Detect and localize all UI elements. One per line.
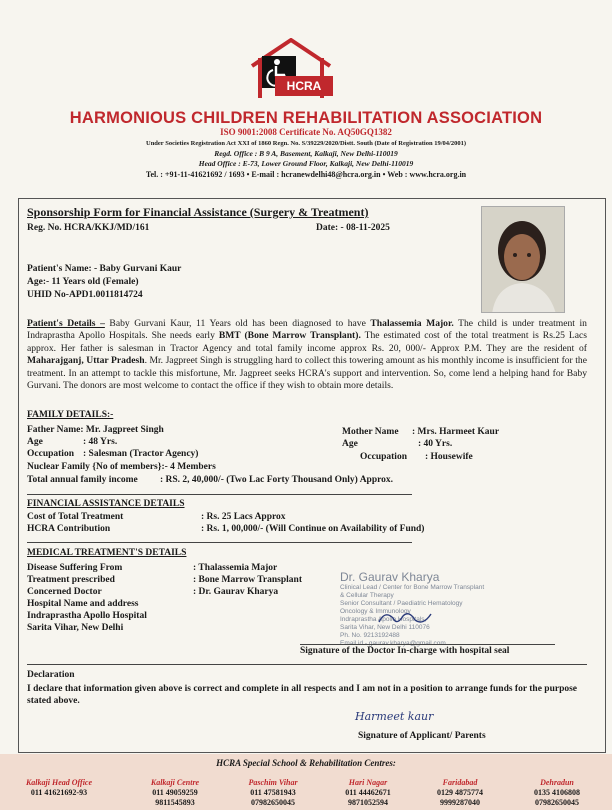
centre-phone: 9999287040 — [440, 798, 480, 807]
footer-title: HCRA Special School & Rehabilitation Centres: — [216, 758, 396, 768]
stamp-line: & Cellular Therapy — [340, 592, 394, 599]
father-occupation: : Salesman (Tractor Agency) — [83, 449, 199, 459]
form-title: Sponsorship Form for Financial Assistance (Surgery & Treatment) — [27, 205, 369, 219]
father-name: Father Name: Mr. Jagpreet Singh — [27, 425, 164, 435]
hospital-name: Indraprastha Apollo Hospital — [27, 611, 147, 621]
patient-age: Age:- 11 Years old (Female) — [27, 277, 139, 287]
medical-heading: MEDICAL TREATMENT'S DETAILS — [27, 548, 187, 558]
centre-phone: 9811545893 — [155, 798, 195, 807]
reg-no: Reg. No. HCRA/KKJ/MD/161 — [27, 223, 150, 233]
income-label: Total annual family income — [27, 475, 138, 485]
centre-name: Paschim Vihar — [248, 778, 298, 787]
stamp-line: Indraprastha Apollo Hospitals, — [340, 616, 427, 623]
form-date: Date: - 08-11-2025 — [316, 223, 390, 233]
centre-name: Dehradun — [540, 778, 574, 787]
father-age-label: Age — [27, 437, 43, 447]
contact-line: Tel. : +91-11-41621692 / 1693 • E-mail : hcranewdelhi48@hcra.org.in • Web : www.hcra.org.in — [145, 170, 467, 179]
family-income: : RS. 2, 40,000/- (Two Lac Forty Thousand Only) Approx. — [160, 475, 394, 485]
declaration-text: I declare that information given above is correct and complete in all respects and I am not in a position to arrange funds for the purpose stated above. — [27, 684, 578, 706]
centre-name: Kalkaji Head Office — [25, 778, 93, 787]
centre-phone: 011 47581943 — [250, 788, 296, 797]
regd-office: Regd. Office : B 9 A, Basement, Kalkaji, New Delhi-110019 — [214, 149, 398, 158]
centre-phone: 011 49059259 — [152, 788, 198, 797]
signature-line — [300, 644, 555, 645]
divider — [27, 494, 412, 495]
centre-name: Kalkaji Centre — [150, 778, 200, 787]
nuclear-family: Nuclear Family {No of members}:- 4 Members — [27, 462, 216, 472]
mother-name: : Mrs. Harmeet Kaur — [412, 427, 500, 437]
centre-phone: 011 41621692-93 — [30, 788, 88, 797]
hcra-contribution: : Rs. 1, 00,000/- (Will Continue on Availability of Fund) — [201, 524, 425, 534]
centre-phone: 07982650045 — [251, 798, 295, 807]
head-office: Head Office : E-73, Lower Ground Floor, Kalkaji, New Delhi-110019 — [198, 159, 414, 168]
treatment-cost: : Rs. 25 Lacs Approx — [201, 512, 286, 522]
org-name: HARMONIOUS CHILDREN REHABILITATION ASSOCIATION — [69, 109, 543, 127]
registration-line: Under Societies Registration Act XXI of 1860 Regn. No. S/39229/2020/Distt. South (Date of Registration 19/04/2001) — [146, 140, 466, 147]
centre-paschim-vihar — [228, 778, 318, 808]
centre-kalkaji-head — [14, 778, 104, 798]
divider — [27, 664, 587, 665]
doctor: : Dr. Gaurav Kharya — [193, 587, 279, 597]
centre-phone: 9871052594 — [348, 798, 388, 807]
mother-occupation-label: Occupation — [360, 452, 407, 462]
centre-phone: 07982650045 — [535, 798, 579, 807]
patient-name: Patient's Name: - Baby Gurvani Kaur — [27, 264, 182, 274]
treatment-label: Treatment prescribed — [27, 575, 115, 585]
cost-label: Cost of Total Treatment — [27, 512, 124, 522]
declaration-heading: Declaration — [27, 670, 75, 680]
father-occupation-label: Occupation — [27, 449, 74, 459]
father-age: : 48 Yrs. — [83, 437, 118, 447]
centre-phone: 011 44462671 — [345, 788, 391, 797]
patient-photo — [481, 206, 565, 313]
logo-text: HCRA — [275, 76, 333, 96]
centre-phone: 0135 4106808 — [534, 788, 580, 797]
stamp-line: Oncology & Immunology — [340, 608, 411, 615]
mother-label: Mother Name — [342, 427, 399, 437]
hospital-address: Sarita Vihar, New Delhi — [27, 623, 124, 633]
disease: : Thalassemia Major — [193, 563, 278, 573]
family-heading: FAMILY DETAILS:- — [27, 410, 114, 420]
centre-name: Faridabad — [442, 778, 478, 787]
centre-hari-nagar — [323, 778, 413, 808]
iso-certificate: ISO 9001:2008 Certificate No. AQ50GQ1382 — [220, 127, 392, 137]
stamp-line: Clinical Lead / Center for Bone Marrow Transplant — [340, 584, 485, 591]
hospital-label: Hospital Name and address — [27, 599, 139, 609]
stamp-line: Senior Consultant / Paediatric Hematology — [340, 600, 463, 607]
centre-faridabad — [415, 778, 505, 808]
centre-kalkaji — [130, 778, 220, 808]
details-label: Patient's Details – — [27, 318, 105, 329]
mother-age-label: Age — [342, 439, 358, 449]
treatment: : Bone Marrow Transplant — [193, 575, 302, 585]
divider — [27, 542, 412, 543]
stamp-line: Sarita Vihar, New Delhi 110076 — [340, 624, 430, 631]
doctor-signature — [375, 608, 435, 630]
centre-dehradun — [512, 778, 602, 808]
centre-phone: 0129 4875774 — [437, 788, 483, 797]
contribution-label: HCRA Contribution — [27, 524, 111, 534]
doctor-signature-caption: Signature of the Doctor In-charge with hospital seal — [300, 646, 510, 656]
doctor-label: Concerned Doctor — [27, 587, 102, 597]
stamp-name: Dr. Gaurav Kharya — [340, 570, 440, 584]
stamp-line: Ph. No. 9213192488 — [340, 632, 400, 639]
patient-uhid: UHID No-APD1.0011814724 — [27, 290, 143, 300]
applicant-signature-caption: Signature of Applicant/ Parents — [358, 731, 486, 741]
applicant-signature: Harmeet kaur — [355, 710, 434, 723]
centre-name: Hari Nagar — [348, 778, 388, 787]
mother-age: : 40 Yrs. — [418, 439, 453, 449]
mother-occupation: : Housewife — [425, 452, 473, 462]
financial-heading: FINANCIAL ASSISTANCE DETAILS — [27, 499, 185, 509]
disease-label: Disease Suffering From — [27, 563, 123, 573]
patient-details: Patient's Details – Baby Gurvani Kaur, 11 Years old has been diagnosed to have Thalassemia Major. The child is under treatment in Indraprastha Apollo Hospitals. She needs early BMT (Bone Marrow Transplant). The estimated cost of the total treatment is Rs.25 Lacs approx. Her father is salesman in Tractor Agency and total family income approx Rs. 20, 000/- Approx P.M. They are the resident of Maharajganj, Uttar Pradesh. Mr. Jagpreet Singh is struggling hard to collect this towering amount as his monthly income is insufficient for the treatment. In an attempt to tackle this misfortune, Mr. Jagpreet seeks HCRA's support and intervention. So, come lend a helping hand for Baby Gurvani. The donors are most welcome to contact the office if they wish to obtain more details. — [27, 318, 587, 392]
